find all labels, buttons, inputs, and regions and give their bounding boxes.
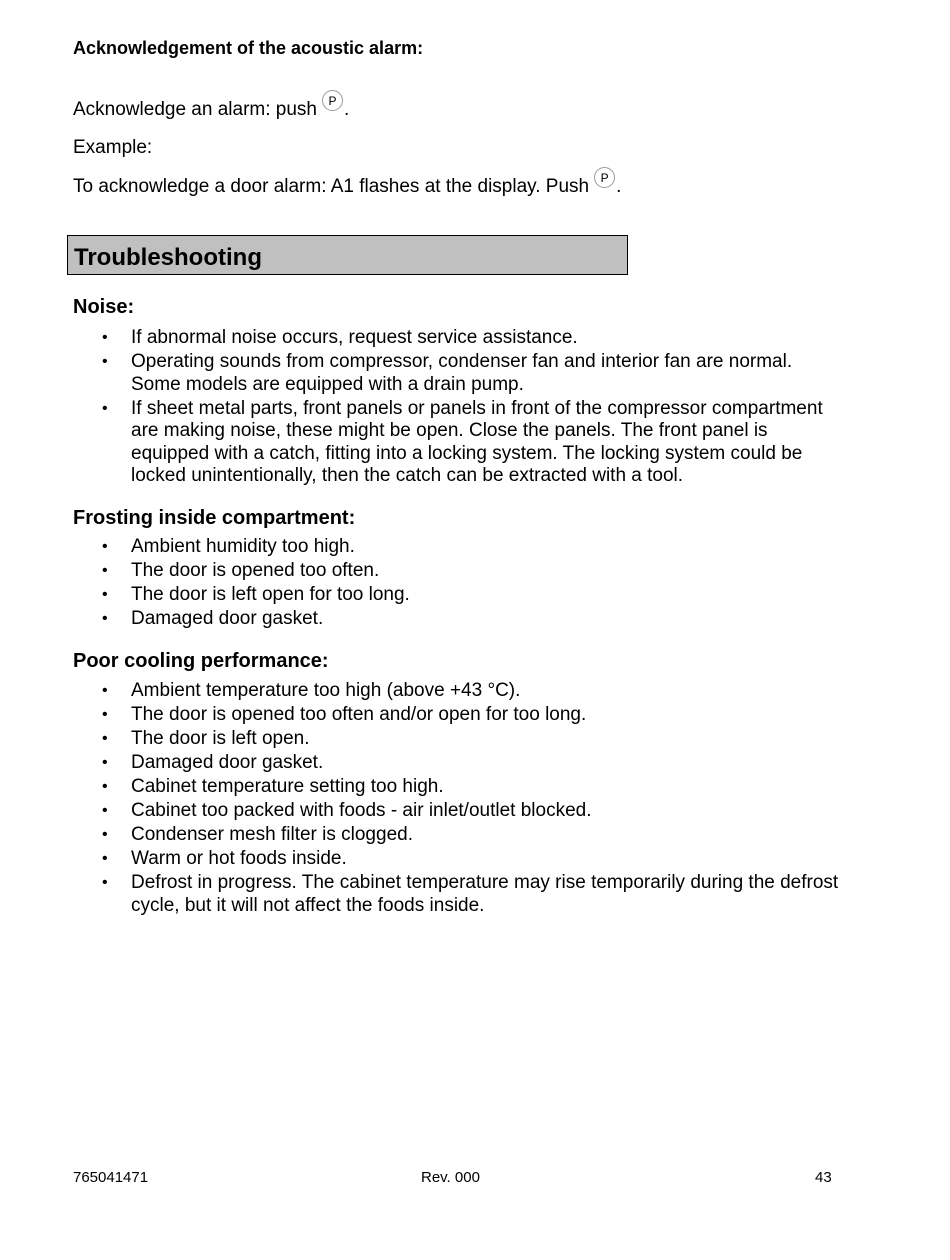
footer-doc-number: 765041471 xyxy=(73,1169,149,1186)
list-item: • The door is left open. xyxy=(0,728,900,751)
example-label: Example: xyxy=(73,137,153,158)
list-item: • Cabinet too packed with foods - air inlet/outlet blocked. xyxy=(0,800,900,823)
list-item: • Cabinet temperature setting too high. xyxy=(0,776,900,799)
list-item: • The door is left open for too long. xyxy=(0,584,900,607)
list-item: • Ambient temperature too high (above +43 °C). xyxy=(0,680,900,703)
list-item: • Damaged door gasket. xyxy=(0,752,900,775)
footer-revision: Rev. 000 xyxy=(421,1169,480,1186)
list-item: • If sheet metal parts, front panels or panels in front of the compressor compartment are making noise, these might be open. Close the panels. The front panel is equipped with a catch, fitting into a locking system. The locking system could be locked unintentionally, then the catch can be extracted with a tool. xyxy=(0,398,900,488)
noise-list xyxy=(0,327,900,489)
acknowledgement-heading: Acknowledgement of the acoustic alarm: xyxy=(73,38,424,58)
list-item: • Warm or hot foods inside. xyxy=(0,848,900,871)
footer-page-number: 43 xyxy=(815,1169,832,1186)
p-key-icon: P xyxy=(594,167,615,188)
list-item: • If abnormal noise occurs, request service assistance. xyxy=(0,327,900,350)
troubleshooting-section-header xyxy=(67,235,628,275)
section-title: Troubleshooting xyxy=(74,244,262,271)
p-key-icon: P xyxy=(322,90,343,111)
list-item: • Ambient humidity too high. xyxy=(0,536,900,559)
list-item: • Damaged door gasket. xyxy=(0,608,900,631)
list-item: • Defrost in progress. The cabinet temperature may rise temporarily during the defrost cycle, but it will not affect the foods inside. xyxy=(0,872,900,917)
noise-heading: Noise: xyxy=(73,296,135,318)
frosting-list xyxy=(0,536,900,632)
example-text: To acknowledge a door alarm: A1 flashes at the display. Push xyxy=(73,176,590,197)
list-item: • Condenser mesh filter is clogged. xyxy=(0,824,900,847)
example-text-line: To acknowledge a door alarm: A1 flashes at the display. Push P . xyxy=(73,167,621,198)
frosting-heading: Frosting inside compartment: xyxy=(73,507,356,529)
acknowledge-instruction-text: Acknowledge an alarm: push xyxy=(73,99,317,120)
cooling-heading: Poor cooling performance: xyxy=(73,650,329,672)
acknowledge-instruction: Acknowledge an alarm: push P . xyxy=(73,90,349,121)
list-item: • The door is opened too often and/or open for too long. xyxy=(0,704,900,727)
list-item: • Operating sounds from compressor, condenser fan and interior fan are normal. Some models are equipped with a drain pump. xyxy=(0,351,900,396)
list-item: • The door is opened too often. xyxy=(0,560,900,583)
cooling-list xyxy=(0,680,900,919)
